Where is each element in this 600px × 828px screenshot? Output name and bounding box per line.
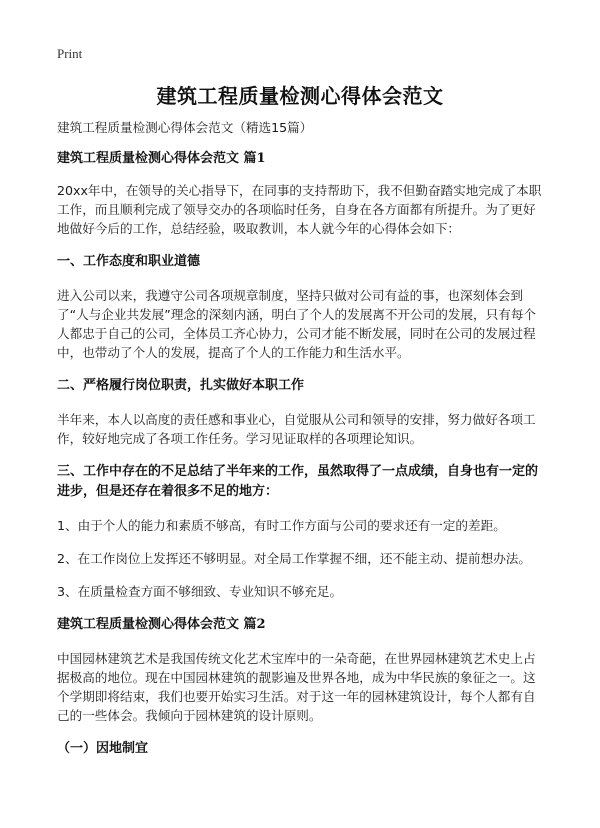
list-item: 3、在质量检查方面不够细致、专业知识不够充足。 [57, 584, 343, 599]
list-item: 2、在工作岗位上发挥还不够明显。对全局工作掌握不细，还不能主动、提前想办法。 [57, 551, 531, 566]
article-1-section-1-text: 进入公司以来，我遵守公司各项规章制度，坚持只做对公司有益的事，也深刻体会到了“人与企业共发展”理念的深刻内涵，明白了个人的发展离不开公司的发展，只有每个人都忠于自己的公司，全体员工齐心协力，公司才能不断发展，同时在公司的发展过程中，也带动了个人的发展，提高了个人的工作能力和生活水平。 [57, 288, 537, 360]
article-1-section-2-text: 半年来，本人以高度的责任感和事业心，自觉服从公司和领导的安排，努力做好各项工作，较好地完成了各项工作任务。学习见证取样的各项理论知识。 [57, 412, 536, 446]
article-1-heading: 建筑工程质量检测心得体会范文 篇1 [57, 151, 266, 166]
article-1-section-2-heading: 二、严格履行岗位职责，扎实做好本职工作 [57, 378, 305, 393]
document-body [57, 118, 544, 759]
article-1-intro: 20xx年中，在领导的关心指导下，在同事的支持帮助下，我不但勤奋踏实地完成了本职工作，而且顺利完成了领导交办的各项临时任务，自身在各方面都有所提升。为了更好地做好今后的工作，总结经验，吸取教训，本人就今年的心得体会如下： [57, 183, 542, 236]
page-title: 建筑工程质量检测心得体会范文 [156, 84, 444, 108]
article-2-section-1-heading: （一）因地制宜 [57, 741, 149, 756]
article-2-intro: 中国园林建筑艺术是我国传统文化艺术宝库中的一朵奇葩，在世界园林建筑艺术史上占据极高的地位。现在中国园林建筑的靓影遍及世界各地，成为中华民族的象征之一。这个学期即将结束，我们也要开始实习生活。对于这一年的园林建筑设计，每个人都有自己的一些体会。我倾向于园林建筑的设计原则。 [57, 651, 536, 723]
article-1-section-3-heading: 三、工作中存在的不足总结了半年来的工作，虽然取得了一点成绩，自身也有一定的进步，但是还存在着很多不足的地方： [57, 464, 539, 499]
document-subtitle: 建筑工程质量检测心得体会范文（精选15篇） [57, 120, 313, 135]
print-link[interactable]: Print [57, 46, 83, 61]
article-1-section-1-heading: 一、工作态度和职业道德 [57, 254, 201, 269]
list-item: 1、由于个人的能力和素质不够高，有时工作方面与公司的要求还有一定的差距。 [57, 518, 506, 533]
article-2-heading: 建筑工程质量检测心得体会范文 篇2 [57, 617, 266, 632]
